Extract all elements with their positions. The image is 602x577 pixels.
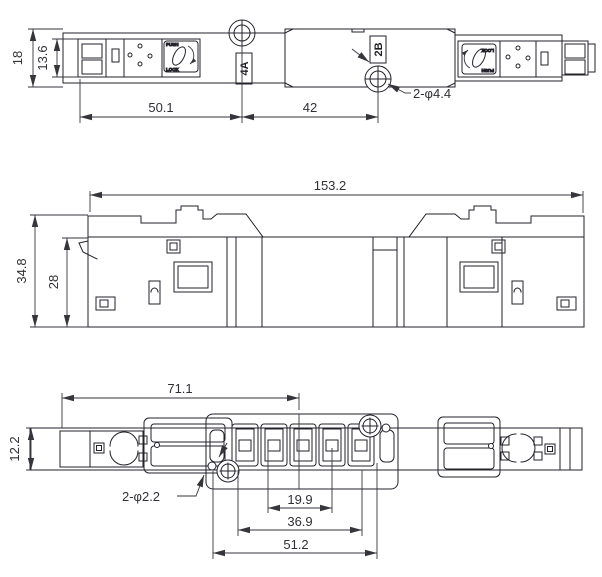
screw-boss-bottom-left <box>217 460 239 482</box>
left-end-cap-profile <box>88 206 263 237</box>
bottom-view-body <box>30 414 582 489</box>
mounting-hole-left <box>229 20 255 46</box>
lock-label-right: LOCK <box>481 48 494 53</box>
terminal-screw-top <box>565 44 585 58</box>
dim-bottom-port-span: 71.1 <box>167 381 193 396</box>
dim-bottom-rail-height: 12.2 <box>7 436 22 462</box>
port-cell-2 <box>261 424 287 466</box>
round-connector-left <box>110 432 138 465</box>
push-label-left: PUSH <box>166 42 179 47</box>
right-end-unit <box>458 41 585 77</box>
screw-boss-top-right <box>359 415 381 437</box>
indicator-window <box>541 52 548 65</box>
hole-callout-bottom-text: 2-φ2.2 <box>121 489 161 504</box>
top-view-body <box>63 29 595 87</box>
lock-label-left: LOCK <box>166 67 179 72</box>
front-view-body <box>79 206 584 327</box>
top-view <box>10 20 595 123</box>
left-end-unit <box>78 39 200 77</box>
terminal-screw-top <box>82 44 102 58</box>
dim-top-hole-left: 50.1 <box>148 100 174 115</box>
connector-pins <box>506 46 530 68</box>
port-label-2b-plate <box>370 36 386 63</box>
dim-bottom-pitch-inner: 19.9 <box>287 492 313 507</box>
dim-front-overall-height: 34.8 <box>14 258 29 284</box>
dim-front-overall-length: 153.2 <box>313 178 347 193</box>
dim-top-hole-pitch: 42 <box>302 100 318 115</box>
push-label-right: PUSH <box>481 68 494 73</box>
end-port-right <box>380 430 394 462</box>
dim-front-body-height: 28 <box>46 274 61 290</box>
terminal-screw-bottom <box>565 60 585 74</box>
top-view-dimensions <box>10 29 378 123</box>
port-cell-3 <box>290 424 316 466</box>
port-label-4a-plate <box>236 53 252 84</box>
round-connector-right <box>502 434 535 462</box>
mounting-hole-right <box>365 66 391 92</box>
dim-bottom-pitch-outer: 51.2 <box>283 537 309 552</box>
connector-pins <box>128 44 152 66</box>
right-end-cap-profile <box>409 206 584 237</box>
bottom-view <box>7 381 582 559</box>
small-hole-right <box>382 424 390 432</box>
rotate-arrow <box>188 46 194 64</box>
rotate-arrow <box>464 50 470 68</box>
hole-callout-top-text: 2-φ4.4 <box>413 86 452 101</box>
solenoid-module-right <box>438 417 500 477</box>
front-view <box>14 178 584 327</box>
dim-top-inner-height: 13.6 <box>35 45 50 71</box>
small-hole-left <box>208 462 216 470</box>
dim-bottom-pitch-mid: 36.9 <box>287 514 313 529</box>
knob-lever[interactable] <box>170 45 188 67</box>
dim-top-overall-height: 18 <box>10 50 25 66</box>
port-cell-1 <box>232 424 258 466</box>
terminal-screw-bottom <box>82 60 102 74</box>
port-label-2b: 2B <box>373 42 385 57</box>
port-label-4a: 4A <box>239 61 251 76</box>
indicator-window <box>112 49 119 62</box>
